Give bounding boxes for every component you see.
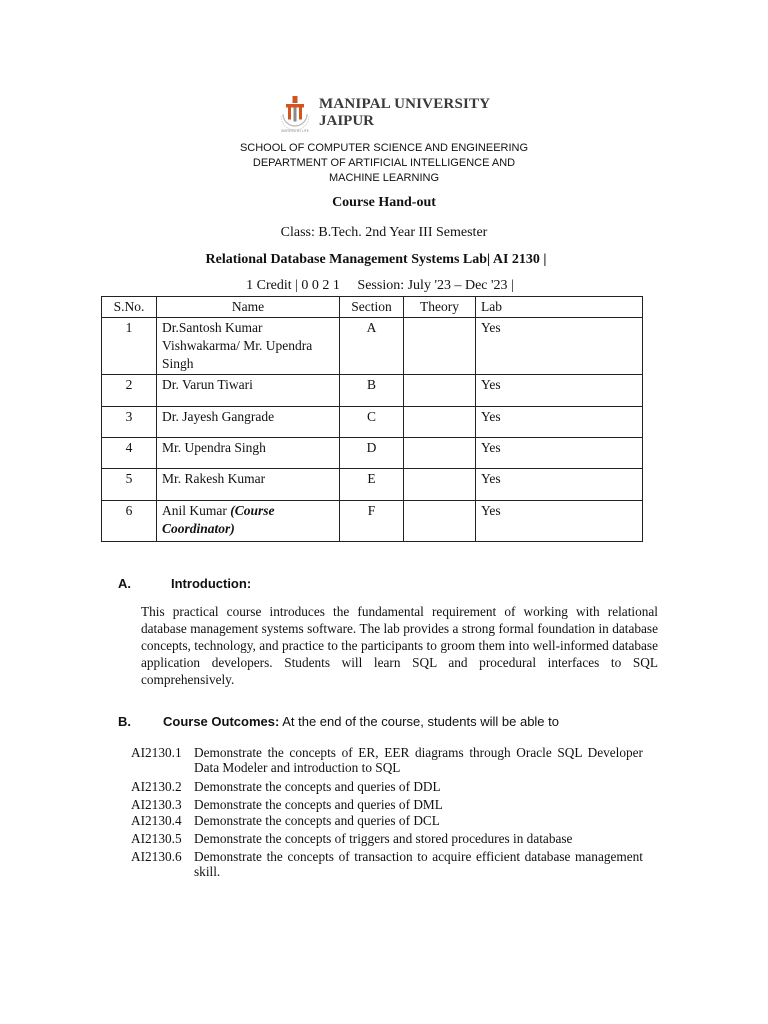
cell-sno: 1 [102,318,157,375]
section-b-title: Course Outcomes: [163,714,280,729]
course-outcomes-list [131,745,643,879]
section-b-title-line [163,714,559,729]
cell-name: Mr. Upendra Singh [157,438,340,469]
list-item [131,797,643,812]
university-emblem-icon [277,94,313,136]
school-department-block [0,141,768,186]
cell-theory [404,375,476,407]
outcome-code: AI2130.5 [131,831,182,846]
cell-theory [404,318,476,375]
cell-name: Dr. Varun Tiwari [157,375,340,407]
outcome-code: AI2130.3 [131,797,182,812]
table-row [102,469,643,501]
table-header-row [102,297,643,318]
cell-section: F [340,501,404,542]
outcome-code: AI2130.6 [131,849,182,864]
outcome-text: Demonstrate the concepts of triggers and stored procedures in database [194,831,573,846]
cell-lab: Yes [476,469,643,501]
table-row [102,318,643,375]
section-a-letter: A. [118,576,131,591]
emblem-text: INSPIRED BY LIFE [281,129,309,133]
section-b-heading [0,714,768,732]
department-line: DEPARTMENT OF ARTIFICIAL INTELLIGENCE AND [252,157,516,169]
outcome-text: Demonstrate the concepts and queries of DDL [194,779,441,794]
cell-lab: Yes [476,407,643,438]
header-lab: Lab [476,297,643,318]
outcome-code: AI2130.2 [131,779,182,794]
logo-line-city: JAIPUR [319,113,374,129]
list-item [131,779,643,794]
document-title: Course Hand-out [332,195,436,210]
table-row [102,407,643,438]
cell-section: B [340,375,404,407]
cell-sno: 4 [102,438,157,469]
logo-wordmark [319,96,490,130]
section-b-letter: B. [118,714,131,729]
cell-name: Dr.Santosh Kumar Vishwakarma/ Mr. Upendra Singh [157,318,340,375]
department-line-continued: MACHINE LEARNING [328,172,440,184]
table-row [102,438,643,469]
outcome-code: AI2130.1 [131,745,182,760]
cell-theory [404,438,476,469]
coordinator-label: (Course Coordinator) [162,503,275,536]
class-line: Class: B.Tech. 2nd Year III Semester [280,225,488,240]
table-row [102,375,643,407]
header-name: Name [157,297,340,318]
outcome-code: AI2130.4 [131,813,182,828]
credit-session-line: 1 Credit | 0 0 2 1 Session: July '23 – Dec '23 | [246,278,514,293]
list-item [131,831,643,846]
faculty-table [101,296,643,542]
list-item [131,813,643,828]
outcome-text: Demonstrate the concepts of transaction to acquire efficient database management skill. [194,849,643,879]
cell-theory [404,407,476,438]
cell-section: C [340,407,404,438]
cell-sno: 6 [102,501,157,542]
cell-lab: Yes [476,375,643,407]
logo-line-university: MANIPAL UNIVERSITY [319,96,491,112]
name-text: Anil Kumar [162,503,231,518]
header-section: Section [340,297,404,318]
header-sno: S.No. [102,297,157,318]
outcome-text: Demonstrate the concepts and queries of DML [194,797,443,812]
cell-name: Mr. Rakesh Kumar [157,469,340,501]
cell-sno: 2 [102,375,157,407]
university-logo [277,94,491,136]
list-item [131,745,643,775]
introduction-paragraph: This practical course introduces the fundamental requirement of working with relational database management systems software. The lab provides a strong formal foundation in database concepts, technology, and practice to the participants to groom them into well-informed database application developers. Students will learn SQL and procedural interfaces to SQL comprehensively. [141,604,658,687]
cell-theory [404,501,476,542]
list-item [131,849,643,879]
section-b-intro: At the end of the course, students will be able to [279,714,559,729]
school-line: SCHOOL OF COMPUTER SCIENCE AND ENGINEERING [239,142,529,154]
cell-lab: Yes [476,501,643,542]
cell-lab: Yes [476,438,643,469]
outcome-text: Demonstrate the concepts of ER, EER diagrams through Oracle SQL Developer Data Modeler and introduction to SQL [194,745,643,775]
course-title: Relational Database Management Systems Lab| AI 2130 | [205,252,547,267]
cell-section: A [340,318,404,375]
section-a-heading [0,576,768,594]
section-a-title: Introduction: [171,576,252,591]
cell-section: D [340,438,404,469]
cell-lab: Yes [476,318,643,375]
cell-section: E [340,469,404,501]
header-theory: Theory [404,297,476,318]
cell-sno: 3 [102,407,157,438]
outcome-text: Demonstrate the concepts and queries of DCL [194,813,440,828]
cell-theory [404,469,476,501]
table-row [102,501,643,542]
cell-sno: 5 [102,469,157,501]
cell-name: Dr. Jayesh Gangrade [157,407,340,438]
cell-name [157,501,340,542]
